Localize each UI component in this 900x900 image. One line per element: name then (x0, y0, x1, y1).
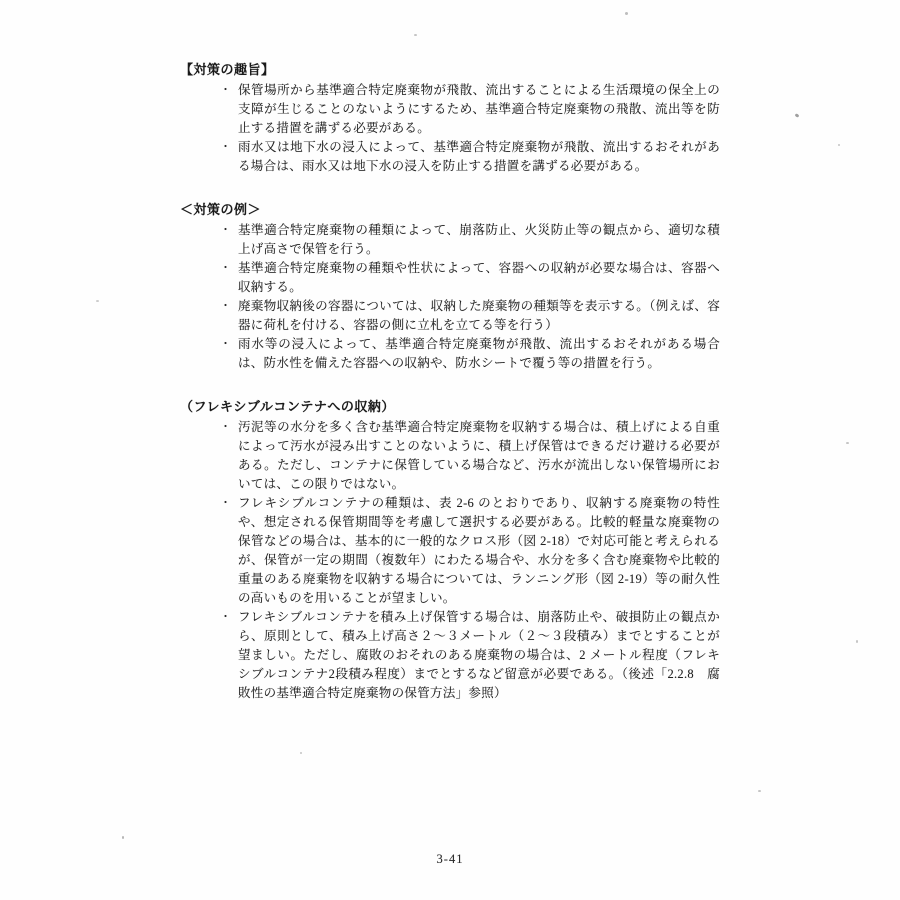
bullet-marker: ・ (220, 84, 232, 96)
bullet-text: 汚泥等の水分を多く含む基準適合特定廃棄物を収納する場合は、積上げによる自重によって汚水が浸み出すことのないように、積上げ保管はできるだけ避ける必要がある。ただし、コンテナに保管している場合など、汚水が流出しない保管場所においては、この限りではない。 (238, 420, 720, 491)
scan-speck (96, 300, 99, 302)
scan-speck (795, 113, 800, 118)
section-policy-purpose (180, 60, 720, 176)
bullet-text: 雨水又は地下水の浸入によって、基準適合特定廃棄物が飛散、流出するおそれがある場合は、雨水又は地下水の浸入を防止する措置を講ずる必要がある。 (238, 140, 720, 173)
list-item (220, 297, 720, 335)
scan-speck (838, 144, 840, 146)
scan-speck (846, 442, 849, 444)
list-item (220, 418, 720, 494)
section-policy-examples (180, 200, 720, 373)
bullet-text: 保管場所から基準適合特定廃棄物が飛散、流出することによる生活環境の保全上の支障が生じることのないようにするため、基準適合特定廃棄物の飛散、流出等を防止する措置を講ずる必要がある。 (238, 83, 720, 135)
bullet-text: 基準適合特定廃棄物の種類や性状によって、容器への収納が必要な場合は、容器へ収納する。 (238, 261, 720, 294)
page-number: 3-41 (436, 852, 464, 866)
bullet-marker: ・ (220, 497, 232, 509)
scan-speck (122, 836, 124, 839)
bullet-text: 雨水等の浸入によって、基準適合特定廃棄物が飛散、流出するおそれがある場合は、防水性を備えた容器への収納や、防水シートで覆う等の措置を行う。 (238, 337, 720, 370)
bullet-marker: ・ (220, 262, 232, 274)
scan-speck (300, 752, 302, 754)
list-item (220, 81, 720, 138)
list-item (220, 335, 720, 373)
list-item (220, 259, 720, 297)
bullet-text: フレキシブルコンテナの種類は、表 2-6 のとおりであり、収納する廃棄物の特性や、想定される保管期間等を考慮して選択する必要がある。比較的軽量な廃棄物の保管などの場合は、基本的に一般的なクロス形（図 2-18）で対応可能と考えられるが、保管が一定の期間（複数年）にわたる場合や、水分を多く含む廃棄物や比較的重量のある廃棄物を収納する場合については、ランニング形（図 2-19）等の耐久性の高いものを用いることが望ましい。 (238, 496, 720, 605)
section-heading: ＜対策の例＞ (180, 202, 262, 217)
bullet-marker: ・ (220, 224, 232, 236)
bullet-marker: ・ (220, 300, 232, 312)
scan-speck (414, 34, 417, 36)
bullet-marker: ・ (220, 611, 232, 623)
bullet-marker: ・ (220, 141, 232, 153)
section-heading: （フレキシブルコンテナへの収納） (180, 399, 395, 414)
list-item (220, 494, 720, 608)
list-item (220, 221, 720, 259)
bullet-text: フレキシブルコンテナを積み上げ保管する場合は、崩落防止や、破損防止の観点から、原則として、積み上げ高さ２～３メートル（２～３段積み）までとすることが望ましい。ただし、腐敗のおそれのある廃棄物の場合は、2 メートル程度（フレキシブルコンテナ2段積み程度）までとするなど留意が必要である。（後述「2.2.8 腐敗性の基準適合特定廃棄物の保管方法」参照） (238, 610, 720, 700)
bullet-marker: ・ (220, 338, 232, 350)
list-item (220, 608, 720, 703)
bullet-list (180, 221, 720, 373)
bullet-list (180, 418, 720, 703)
document-content (180, 60, 720, 703)
list-item (220, 138, 720, 176)
bullet-text: 廃棄物収納後の容器については、収納した廃棄物の種類等を表示する。（例えば、容器に荷札を付ける、容器の側に立札を立てる等を行う） (238, 299, 720, 332)
bullet-text: 基準適合特定廃棄物の種類によって、崩落防止、火災防止等の観点から、適切な積上げ高さで保管を行う。 (238, 223, 720, 256)
scan-speck (856, 640, 858, 643)
scan-speck (758, 790, 761, 792)
scan-speck (625, 12, 628, 15)
section-heading: 【対策の趣旨】 (180, 62, 275, 77)
section-flexible-container-storage (180, 397, 720, 703)
bullet-list (180, 81, 720, 176)
bullet-marker: ・ (220, 421, 232, 433)
